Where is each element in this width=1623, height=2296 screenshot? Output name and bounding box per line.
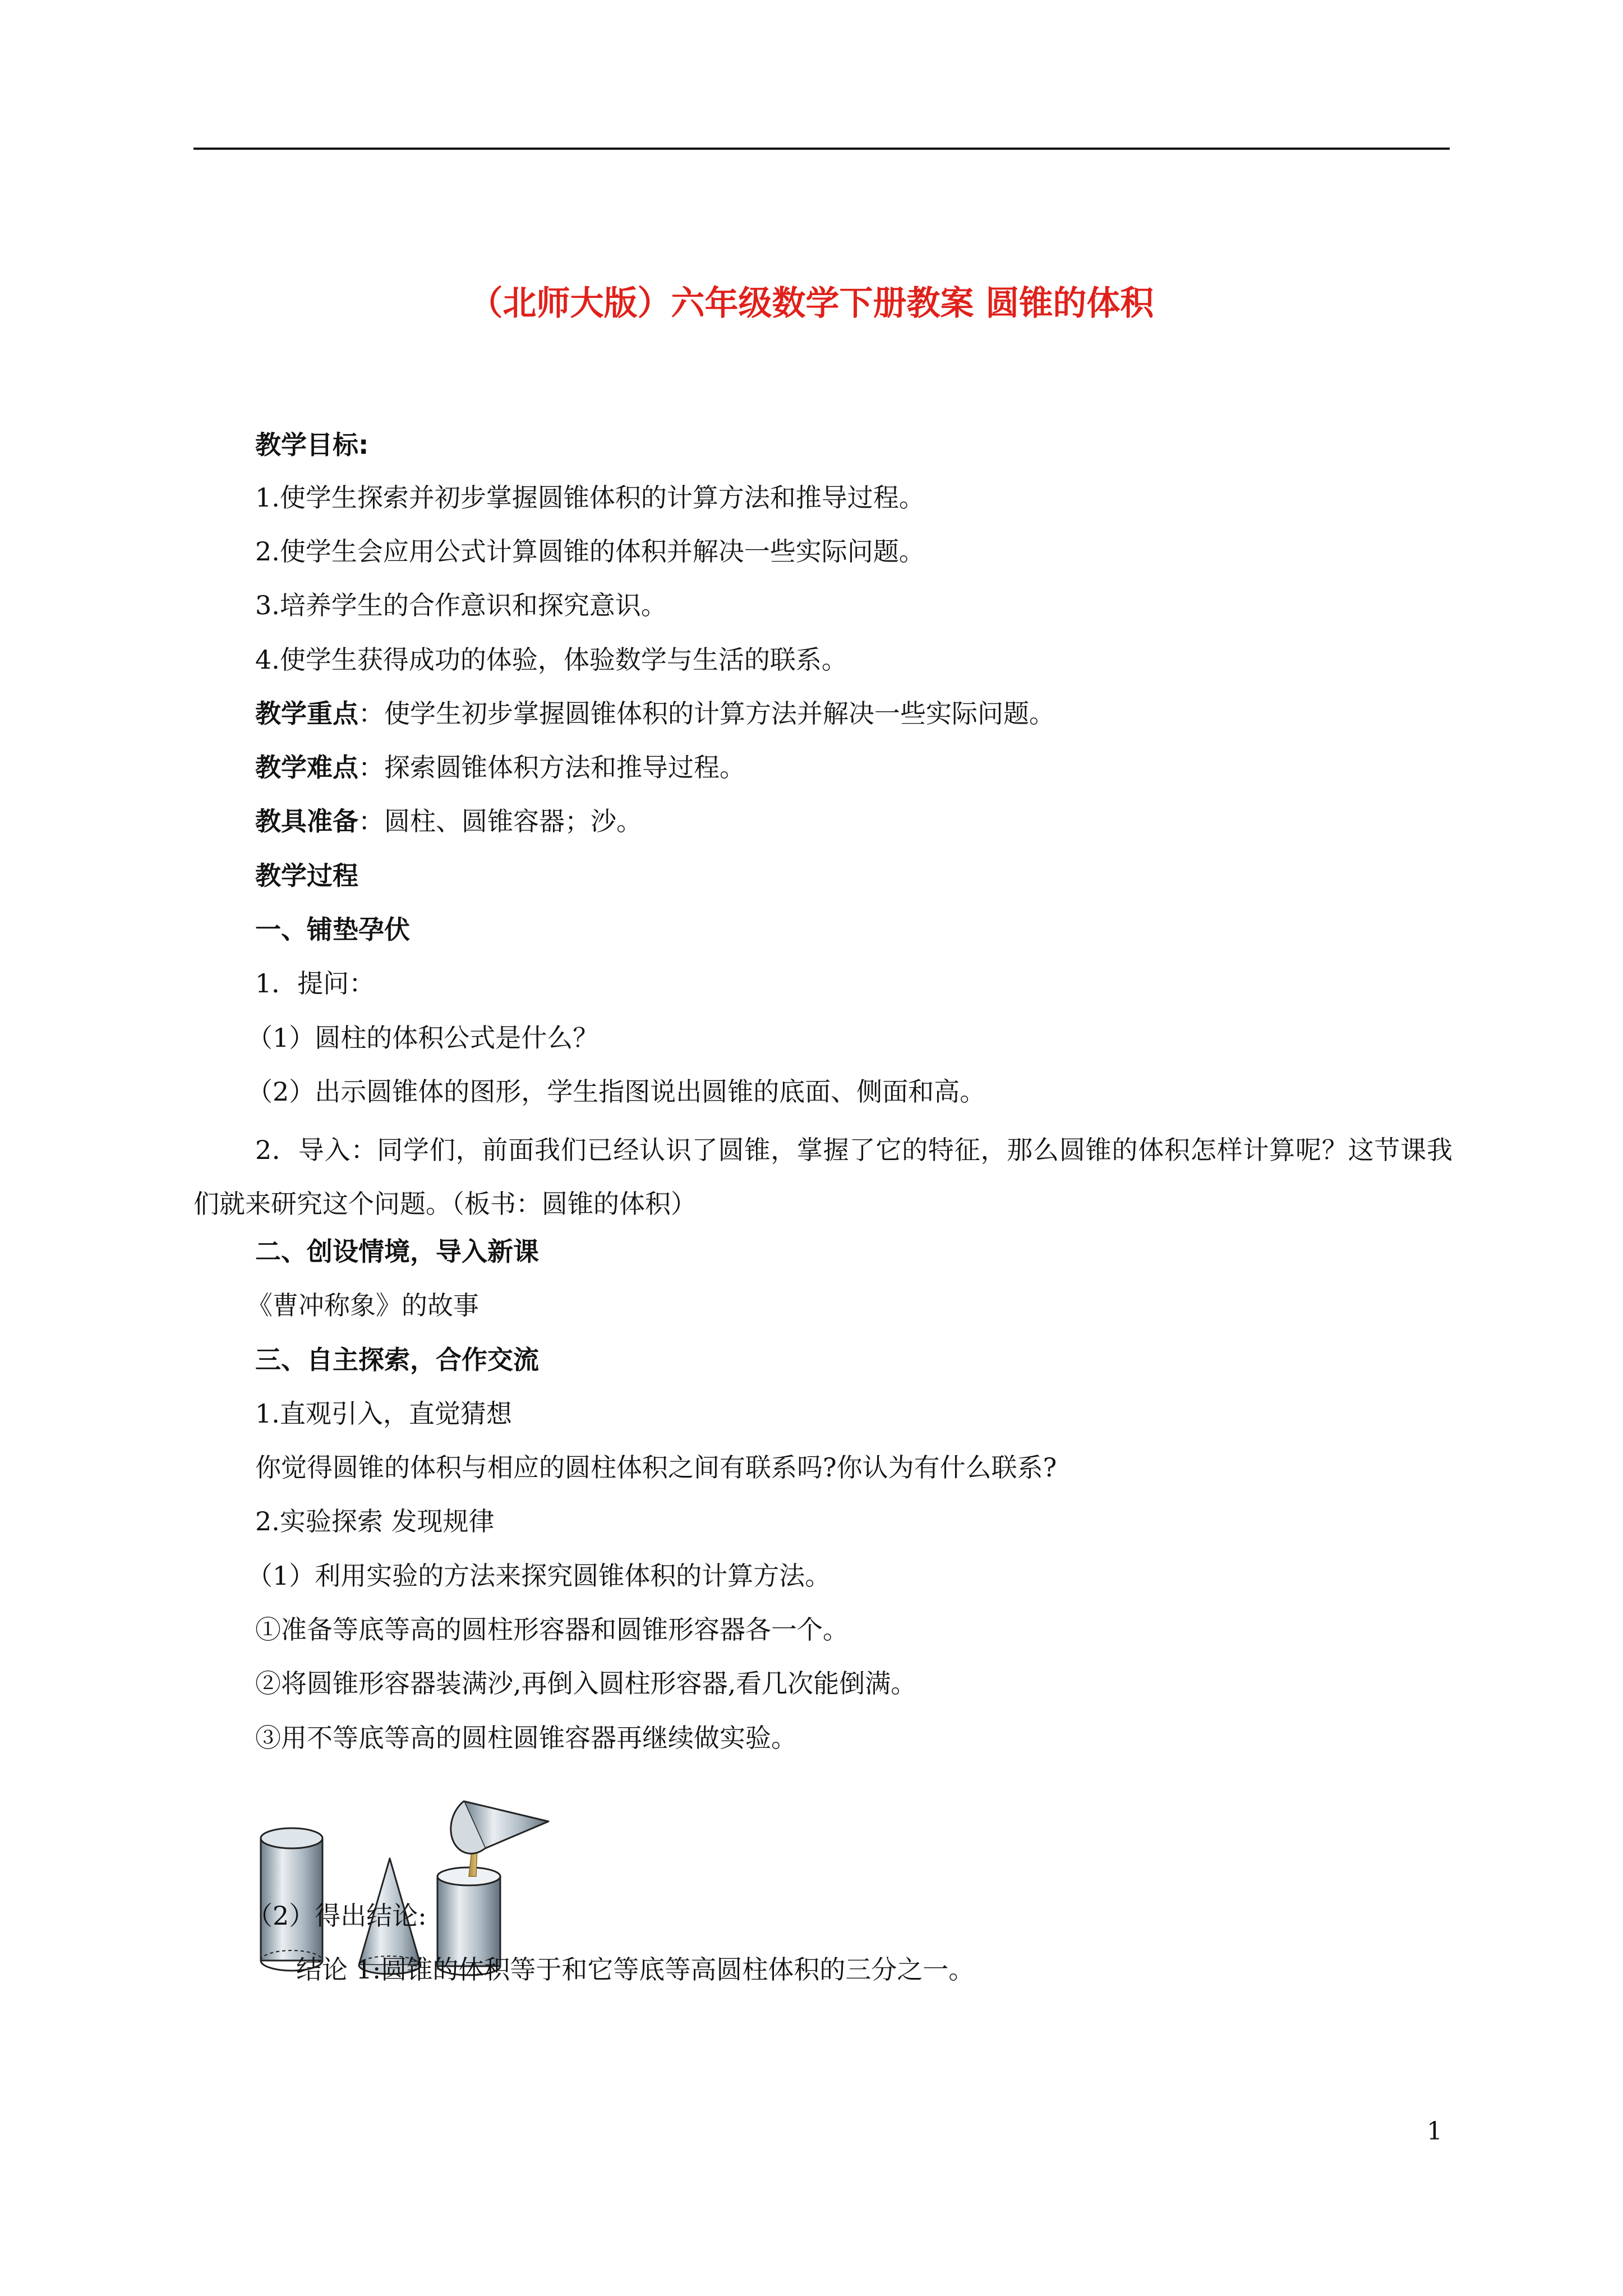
experiment-step: ①准备等底等高的圆柱形容器和圆锥形容器各一个。	[255, 1614, 849, 1645]
objective-item: 1.使学生探索并初步掌握圆锥体积的计算方法和推导过程。	[255, 482, 925, 513]
difficulty	[255, 748, 745, 787]
pouring-cone-cylinder-icon	[437, 1801, 548, 1975]
materials	[255, 802, 642, 841]
step-line: 1.直观引入，直觉猜想	[255, 1398, 512, 1429]
objectives-heading: 教学目标:	[255, 430, 369, 460]
objective-item: 3.培养学生的合作意识和探究意识。	[255, 590, 667, 620]
ask-line: 1．提问：	[255, 968, 375, 999]
key-point-text: ：使学生初步掌握圆锥体积的计算方法并解决一些实际问题。	[358, 698, 1055, 729]
story-line: 《曹冲称象》的故事	[247, 1290, 479, 1320]
document-title: （北师大版）六年级数学下册教案 圆锥的体积	[469, 284, 1154, 323]
section-heading: 一、铺垫孕伏	[255, 914, 410, 945]
experiment-step: ③用不等底等高的圆柱圆锥容器再继续做实验。	[255, 1723, 797, 1753]
section-heading: 三、自主探索，合作交流	[255, 1345, 539, 1375]
materials-text: ：圆柱、圆锥容器；沙。	[358, 806, 642, 836]
experiment-step: ②将圆锥形容器装满沙,再倒入圆柱形容器,看几次能倒满。	[255, 1668, 917, 1699]
key-point	[255, 694, 1055, 733]
objective-item: 4.使学生获得成功的体验，体验数学与生活的联系。	[255, 645, 847, 675]
method-line: （1）利用实验的方法来探究圆锥体积的计算方法。	[247, 1561, 831, 1591]
step-line: 2.实验探索 发现规律	[255, 1506, 495, 1536]
question-line: （2）出示圆锥体的图形，学生指图说出圆锥的底面、侧面和高。	[247, 1076, 986, 1107]
materials-label: 教具准备	[255, 806, 358, 836]
question-line: 你觉得圆锥的体积与相应的圆柱体积之间有联系吗?你认为有什么联系?	[255, 1452, 1057, 1483]
process-heading: 教学过程	[255, 861, 358, 891]
conclusion-line: 结论 1:圆锥的体积等于和它等底等高圆柱体积的三分之一。	[296, 1954, 975, 1985]
key-point-label: 教学重点	[255, 698, 358, 729]
conclusion-heading: （2）得出结论:	[247, 1901, 427, 1931]
page-number: 1	[1427, 2117, 1442, 2146]
difficulty-text: ：探索圆锥体积方法和推导过程。	[358, 752, 745, 783]
difficulty-label: 教学难点	[255, 752, 358, 783]
question-line: （1）圆柱的体积公式是什么？	[247, 1023, 599, 1053]
objective-item: 2.使学生会应用公式计算圆锥的体积并解决一些实际问题。	[255, 536, 925, 567]
header-rule	[193, 148, 1450, 150]
section-heading: 二、创设情境，导入新课	[255, 1236, 539, 1267]
experiment-figure	[250, 1787, 564, 1977]
intro-paragraph: 2．导入：同学们，前面我们已经认识了圆锥，掌握了它的特征，那么圆锥的体积怎样计算呢？这节课我们就来研究这个问题。（板书：圆锥的体积）	[193, 1135, 1453, 1219]
